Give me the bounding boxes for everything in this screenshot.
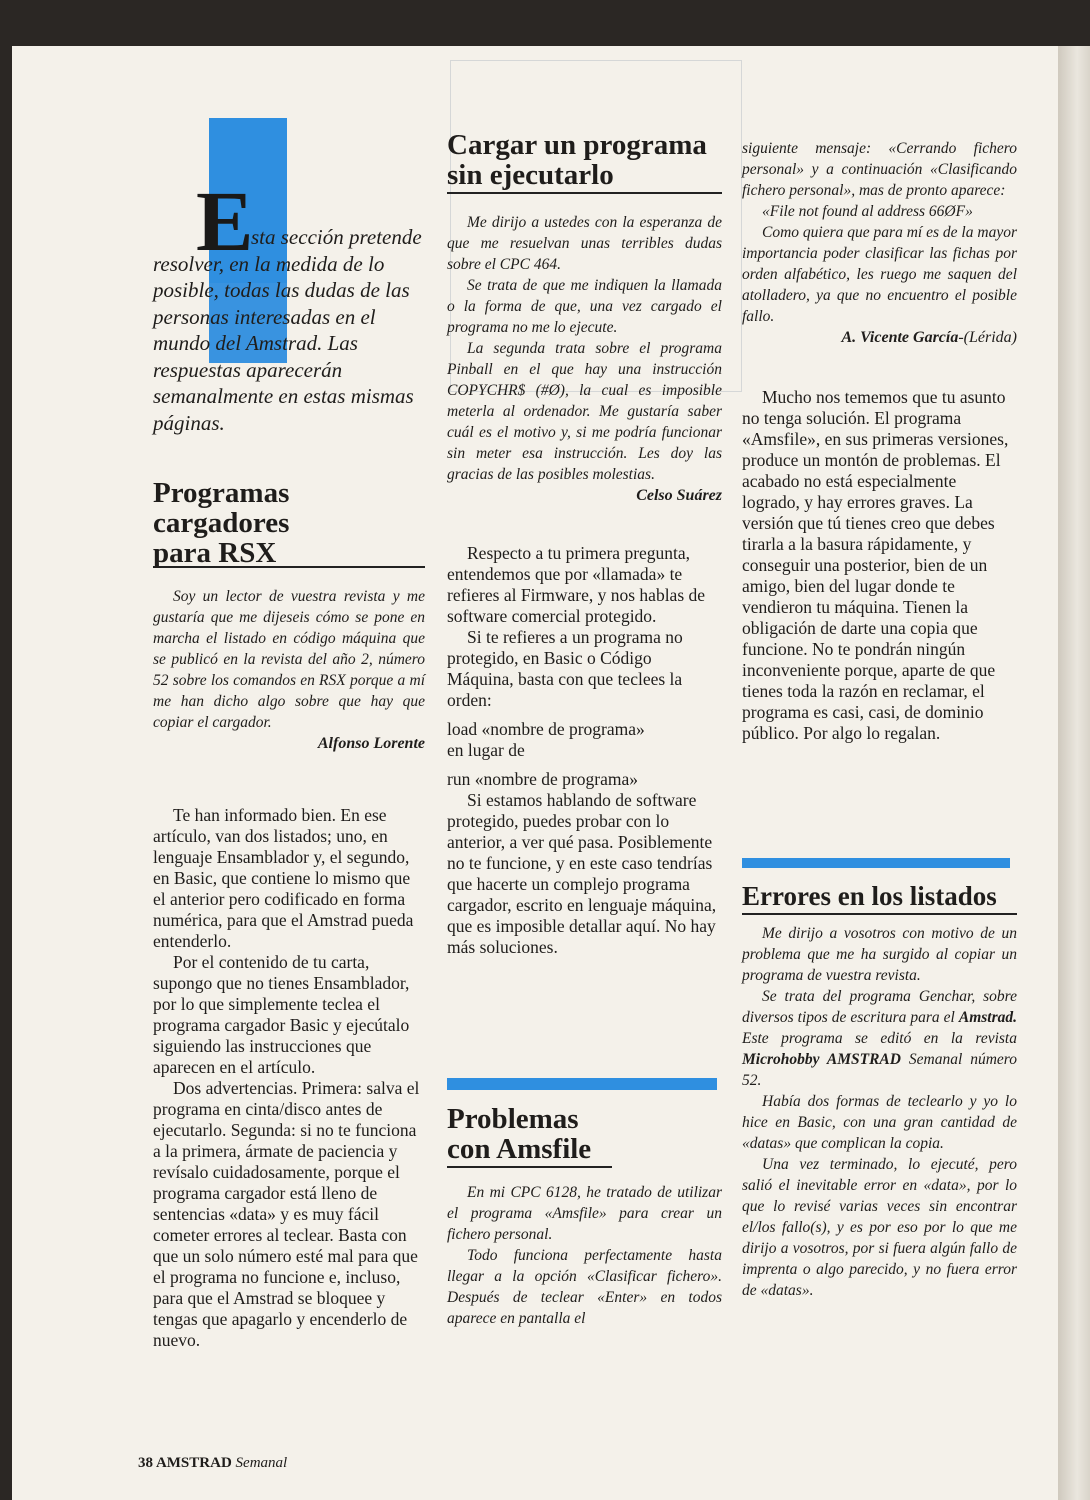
signature-amsfile <box>742 327 1017 349</box>
letter-paragraph: Me dirijo a vosotros con motivo de un problema que me ha surgido al copiar un programa de vuestra revista. <box>742 925 1017 984</box>
letter-rsx <box>153 586 425 733</box>
letter-paragraph: Había dos formas de teclearlo y yo lo hice en Basic, con una gran cantidad de «datas» que complican la copia. <box>742 1093 1017 1152</box>
section-blue-bar <box>447 1078 717 1090</box>
brand-amstrad: Amstrad. <box>958 1009 1017 1026</box>
answer-paragraph: Te han informado bien. En ese artículo, van dos listados; uno, en lenguaje Ensamblador y, el segundo, en Basic, que contiene lo mismo que el anterior pero codificado en forma numérica, para que el Amstrad pueda entenderlo. <box>153 805 414 951</box>
letter-cargar <box>447 212 722 485</box>
page-number: 38 <box>138 1455 153 1471</box>
signature-cargar: Celso Suárez <box>636 487 722 504</box>
section-blue-bar <box>742 858 1010 868</box>
letter-errores <box>742 923 1017 1301</box>
letter-paragraph: Se trata de que me indiquen la llamada o la forma de que, una vez cargado el programa no me lo ejecute. <box>447 277 722 336</box>
page-footer <box>138 1455 287 1472</box>
column-3 <box>742 138 1017 1301</box>
answer-paragraph: Si te refieres a un programa no protegido, en Basic o Código Máquina, basta con que teclees la orden: <box>447 627 683 710</box>
letter-paragraph: Soy un lector de vuestra revista y me gustaría que me dijeseis cómo se pone en marcha el listado en código máquina que se publicó en la revista del año 2, número 52 sobre los comandos en RSX porque a mí me han dicho algo sobre que hay que copiar el cargador. <box>153 588 425 731</box>
answer-paragraph: Por el contenido de tu carta, supongo que no tienes Ensamblador, por lo que simplemente teclea el programa cargador Basic y ejecútalo siguiendo las instrucciones que aparecen en el artículo. <box>153 952 410 1077</box>
section-title-errores: Errores en los listados <box>742 882 1017 915</box>
letter-amsfile-cont <box>742 138 1017 327</box>
column-1 <box>153 478 425 1351</box>
signature-place: -(Lérida) <box>958 329 1017 346</box>
intro-rest: resolver, en la medida de lo posible, todas las dudas de las personas interesadas en el mundo del Amstrad. Las respuestas aparecerán semanalmente en estas mismas páginas. <box>153 251 414 435</box>
code-middle: en lugar de <box>447 740 525 760</box>
letter-paragraph: siguiente mensaje: «Cerrando fichero personal» y a continuación «Clasificando fichero personal», mas de pronto aparece: <box>742 140 1017 199</box>
answer-rsx <box>153 805 425 1351</box>
letter-paragraph <box>742 986 1017 1091</box>
letter-paragraph: Como quiera que para mí es de la mayor importancia poder clasificar las fichas por orden alfabético, les ruego me saquen del atolladero, ya que no encuentro el posible fallo. <box>742 224 1017 325</box>
letter-paragraph: En mi CPC 6128, he tratado de utilizar el programa «Amsfile» para crear un fichero personal. <box>447 1184 722 1243</box>
code-load: load «nombre de programa» <box>447 719 645 739</box>
column-2 <box>447 130 722 1329</box>
letter-paragraph: Me dirijo a ustedes con la esperanza de que me resuelvan unas terribles dudas sobre el CPC 464. <box>447 214 722 273</box>
magazine-name: Microhobby AMSTRAD <box>742 1051 901 1068</box>
letter-text: Este programa se editó en la revista <box>742 1030 1017 1047</box>
letter-paragraph: Todo funciona perfectamente hasta llegar a la opción «Clasificar fichero». Después de teclear «Enter» en todos aparece en pantalla el <box>447 1247 722 1327</box>
section-title-rsx: Programas cargadores para RSX <box>153 477 290 569</box>
signature-rsx: Alfonso Lorente <box>317 735 425 752</box>
letter-text: Se trata del programa Genchar, sobre diversos tipos de escritura para el <box>742 988 1017 1026</box>
section-title-amsfile: Problemas con Amsfile <box>447 1104 612 1168</box>
answer-paragraph: Dos advertencias. Primera: salva el programa en cinta/disco antes de ejecutarlo. Segunda: si no te funciona a la primera, ármate de paciencia y revísalo cuidadosamente, porque el programa cargador está lleno de sentencias «data» y es muy fácil cometer errores al teclear. Basta con que un solo número esté mal para que el programa no funcione e, incluso, para que el Amstrad se bloquee y tengas que apagarlo y encenderlo de nuevo. <box>153 1078 420 1350</box>
drop-cap: E <box>196 173 254 269</box>
letter-paragraph: La segunda trata sobre el programa Pinball en el que hay una instrucción COPYCHR$ (#Ø), la cual es imposible meterla al ordenador. Me gustaría saber cuál es el motivo y, si me podría funcionar sin meter esa instrucción. Les doy las gracias de las posibles molestias. <box>447 340 722 483</box>
magazine-subtitle: Semanal <box>235 1455 288 1471</box>
letter-paragraph: «File not found al address 66ØF» <box>762 203 973 220</box>
code-run: run «nombre de programa» <box>447 769 638 789</box>
magazine-title: AMSTRAD <box>155 1455 232 1471</box>
page-edge <box>1058 46 1090 1500</box>
letter-paragraph: Una vez terminado, lo ejecuté, pero salió el inevitable error en «data», por lo que lo revisé varias veces sin encontrar el/los fallo(s), y es por eso por lo que me dirijo a vosotros, por si fuera algún fallo de imprenta o algo parecido, y no fuera error de «datas». <box>742 1156 1017 1299</box>
answer-paragraph: Mucho nos tememos que tu asunto no tenga solución. El programa «Amsfile», en sus primeras versiones, produce un montón de problemas. El acabado no está especialmente logrado, y hay errores graves. La versión que tú tienes creo que debes tirarla a la basura rápidamente, y conseguir una posterior, bien de un amigo, bien del lugar donde te vendieron tu máquina. Tienen la obligación de darte una copia que funcione. No te pondrán ningún inconveniente porque, aparte de que tienes toda la razón en reclamar, el programa es casi, casi, de dominio público. Por algo lo regalan. <box>742 387 1009 743</box>
answer-amsfile <box>742 387 1017 744</box>
intro-text <box>153 224 433 436</box>
signature-name: A. Vicente García <box>841 329 959 346</box>
answer-paragraph: Respecto a tu primera pregunta, entendemos que por «llamada» te refieres al Firmware, y nos hablas de software comercial protegido. <box>447 543 706 626</box>
letter-text: Semanal número 52. <box>742 1051 1017 1089</box>
answer-paragraph: Si estamos hablando de software protegido, puedes probar con lo anterior, a ver qué pasa. Posiblemente no te funcione, y en este caso tendrías que hacerte un complejo programa cargador, escrito en lenguaje máquina, que es imposible detallar aquí. No hay más soluciones. <box>447 790 717 957</box>
answer-cargar <box>447 543 722 958</box>
section-title-cargar: Cargar un programa sin ejecutarlo <box>447 130 722 194</box>
letter-amsfile <box>447 1182 722 1329</box>
intro-first-line: sta sección pretende <box>251 225 422 249</box>
